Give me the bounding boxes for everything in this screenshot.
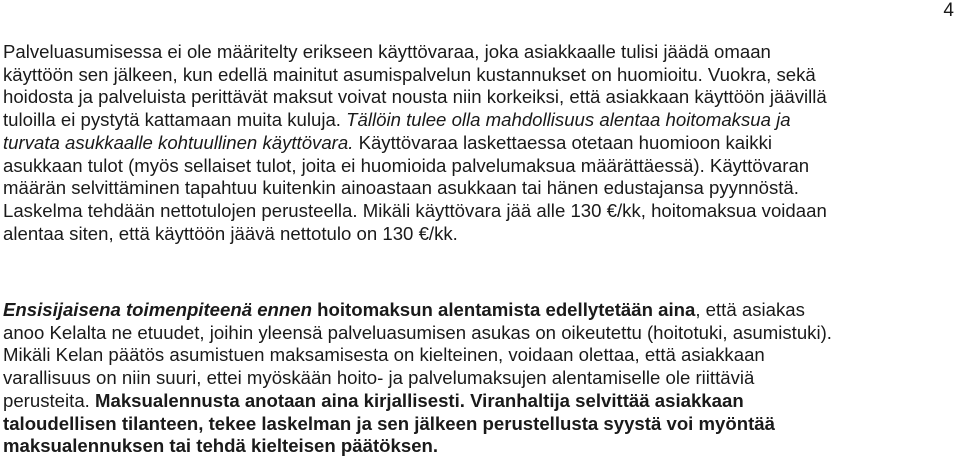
text-line: alentaa siten, että käyttöön jäävä nettotulo on 130 €/kk. <box>3 222 458 244</box>
text-line: maksualennuksen tai tehdä kielteisen päätöksen. <box>3 435 439 457</box>
text-line <box>3 390 953 413</box>
text-segment: tuloilla ei pystytä kattamaan muita kuluja. <box>3 109 341 131</box>
text-line <box>3 299 953 322</box>
text-segment: , että asiakas <box>695 299 805 320</box>
paragraph-care-allowance <box>3 41 953 245</box>
italic-emphasis: turvata asukkaalle kohtuullinen käyttövara. <box>3 131 354 153</box>
italic-emphasis: Tällöin tulee olla mahdollisuus alentaa hoitomaksua ja <box>346 109 791 131</box>
text-line: Palveluasumisessa ei ole määritelty erikseen käyttövaraa, joka asiakkaalle tulisi jäädä omaan <box>3 41 771 62</box>
text-segment: perusteita. <box>3 389 90 411</box>
text-line: käyttöön sen jälkeen, kun edellä mainitut asumispalvelun kustannukset on huomioitu. Vuokra, sekä <box>3 63 816 85</box>
text-line: määrän selvittäminen tapahtuu kuitenkin ainoastaan asukkaan tai hänen edustajansa pyynnöstä. <box>3 177 799 199</box>
text-line: Laskelma tehdään nettotulojen perusteella. Mikäli käyttövara jää alle 130 €/kk, hoitomaksua voidaan <box>3 199 827 221</box>
text-line <box>3 109 953 132</box>
text-line: anoo Kelalta ne etuudet, joihin yleensä palveluasumisen asukas on oikeutettu (hoitotuki, asumistuki). <box>3 321 832 343</box>
text-segment: Käyttövaraa laskettaessa otetaan huomioon kaikki <box>358 131 773 153</box>
text-line: varallisuus on niin suuri, ettei myöskään hoito- ja palvelumaksujen alentamiselle ole riittäviä <box>3 367 755 389</box>
bold-emphasis: hoitomaksun alentamista edellytetään aina <box>317 299 696 320</box>
text-line: asukkaan tulot (myös sellaiset tulot, joita ei huomioida palvelumaksua määrättäessä). Käyttövaran <box>3 154 810 176</box>
text-line: Mikäli Kelan päätös asumistuen maksamisesta on kielteinen, voidaan olettaa, että asiakkaan <box>3 344 765 366</box>
text-line: hoidosta ja palveluista perittävät maksut voivat nousta niin korkeiksi, että asiakkaan käyttöön jäävillä <box>3 86 827 108</box>
page-number: 4 <box>943 0 954 21</box>
bold-italic-emphasis: Ensisijaisena toimenpiteenä ennen <box>3 299 312 320</box>
bold-emphasis: Maksualennusta anotaan aina kirjallisesti. Viranhaltija selvittää asiakkaan <box>95 389 744 411</box>
text-line <box>3 132 953 155</box>
text-line: taloudellisen tilanteen, tekee laskelman ja sen jälkeen perustellusta syystä voi myöntää <box>3 412 775 434</box>
paragraph-fee-reduction <box>3 299 953 458</box>
